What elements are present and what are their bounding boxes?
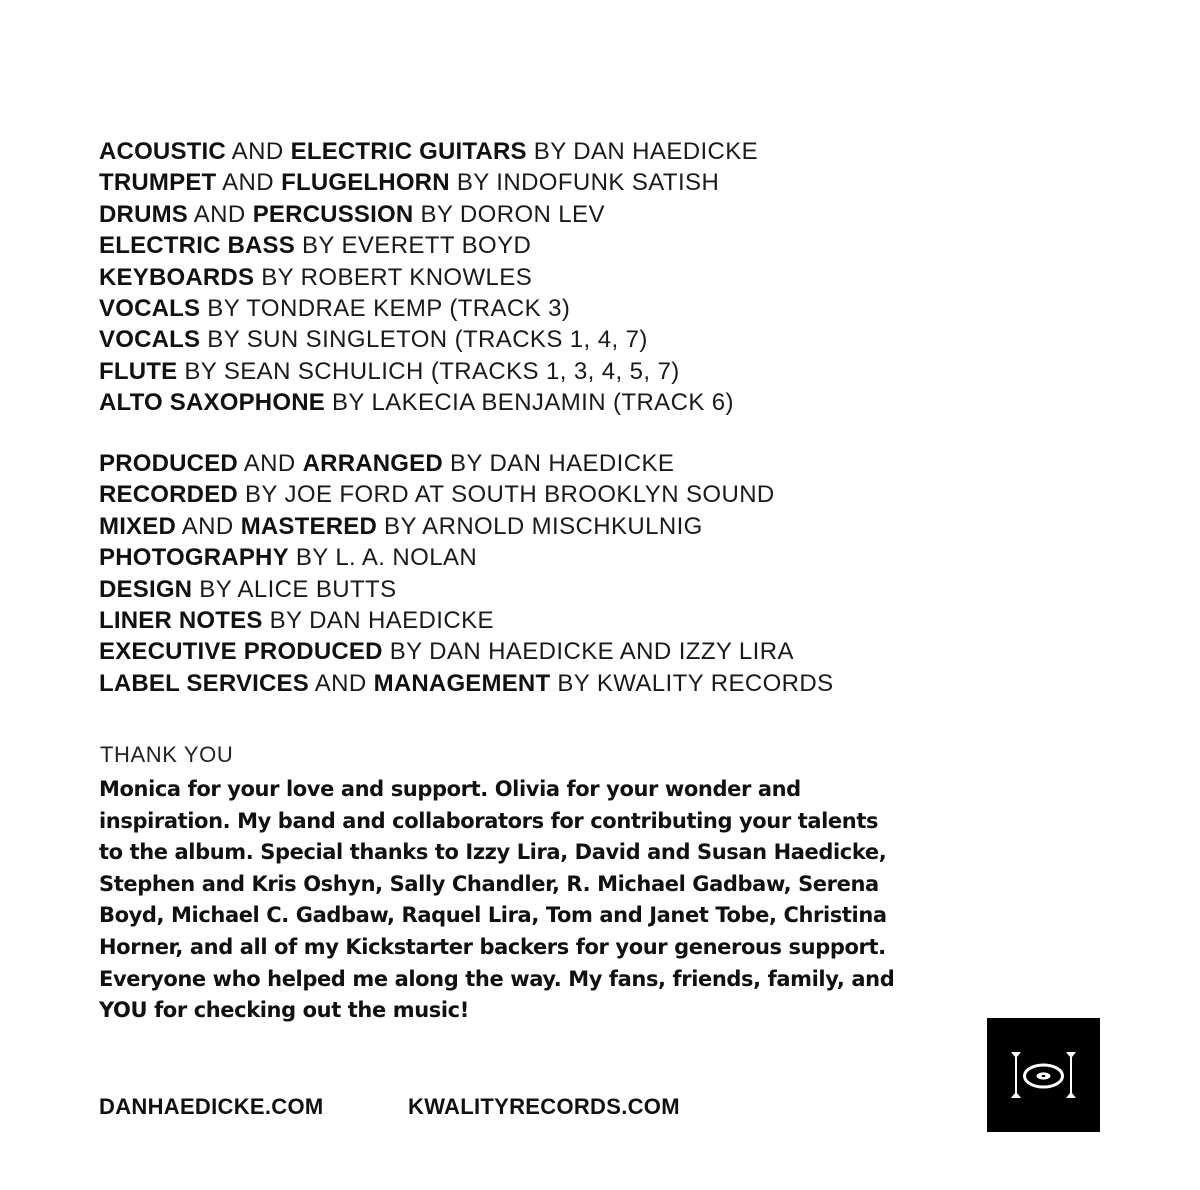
thank-you-paragraph: Monica for your love and support. Olivia for your wonder and inspiration. My band and collaborators for contributing your talents to the album. Special thanks to Izzy Lira, David and Susan Haedicke, Stephen and Kris Oshyn, Sally Chandler, R. Michael Gadbaw, Serena Boyd, Michael C. Gadbaw, Raquel Lira, Tom and Janet Tobe, Christina Horner, and all of my Kickstarter backers for your generous support. Everyone who helped me along the way. My fans, friends, family, and YOU for checking out the music! <box>99 777 895 1023</box>
production-credit-line <box>99 448 834 479</box>
credit-role: FLUGELHORN <box>281 169 450 197</box>
credit-role: VOCALS <box>99 326 201 354</box>
credit-text: BY LAKECIA BENJAMIN (TRACK 6) <box>324 389 734 417</box>
credit-role: LINER NOTES <box>99 606 263 634</box>
credit-text: BY DAN HAEDICKE <box>526 138 759 165</box>
credit-role: PERCUSSION <box>252 200 414 228</box>
credit-text: AND <box>188 200 253 228</box>
record-icon <box>987 1018 1100 1132</box>
production-credit-line <box>99 511 834 542</box>
credit-text: BY ROBERT KNOWLES <box>254 263 533 291</box>
credit-text: AND <box>308 669 374 697</box>
musician-credit-line <box>99 262 758 293</box>
credit-text: AND <box>225 138 291 165</box>
credit-role: ACOUSTIC <box>99 138 226 165</box>
credit-text: BY DAN HAEDICKE AND IZZY LIRA <box>382 638 794 666</box>
credit-text: BY JOE FORD AT SOUTH BROOKLYN SOUND <box>237 481 775 509</box>
credit-role: ARRANGED <box>302 450 443 477</box>
musician-credit-line <box>99 167 758 198</box>
musician-credit-line <box>99 387 758 418</box>
credit-text: AND <box>176 512 241 540</box>
credit-text: BY ARNOLD MISCHKULNIG <box>376 512 703 540</box>
credit-role: EXECUTIVE PRODUCED <box>99 638 383 666</box>
credit-role: DRUMS <box>99 200 188 228</box>
credit-text: AND <box>237 450 303 477</box>
credit-role: ELECTRIC BASS <box>99 232 295 260</box>
credit-text: AND <box>216 169 282 197</box>
credit-text: BY SEAN SCHULICH (TRACKS 1, 3, 4, 5, 7) <box>177 357 680 385</box>
production-credit-line <box>99 605 834 636</box>
thank-you-heading: THANK YOU <box>100 742 234 767</box>
credit-text: BY L. A. NOLAN <box>288 544 478 572</box>
credit-role: ALTO SAXOPHONE <box>99 389 325 417</box>
credit-role: DESIGN <box>99 575 193 603</box>
musician-credit-line <box>99 356 758 387</box>
production-credit-line <box>99 542 834 573</box>
production-credit-line <box>99 574 834 605</box>
kwalityrecords-link[interactable]: KWALITYRECORDS.COM <box>408 1094 680 1119</box>
credit-text: BY DAN HAEDICKE <box>442 450 675 477</box>
credit-role: MIXED <box>99 512 177 540</box>
thank-you-text <box>99 774 899 1027</box>
musician-credit-line <box>99 324 758 355</box>
credit-role: MANAGEMENT <box>373 669 551 697</box>
kwality-records-logo <box>987 1018 1100 1132</box>
musician-credit-line <box>99 293 758 324</box>
credit-text: BY TONDRAE KEMP (TRACK 3) <box>200 294 571 322</box>
credit-role: KEYBOARDS <box>99 263 255 291</box>
credit-role: TRUMPET <box>99 169 217 197</box>
credit-text: BY EVERETT BOYD <box>294 232 532 260</box>
credit-role: RECORDED <box>99 481 238 509</box>
musician-credit-line <box>99 230 758 261</box>
musician-credits <box>99 136 758 419</box>
credit-role: LABEL SERVICES <box>99 669 309 697</box>
credit-text: BY INDOFUNK SATISH <box>449 169 720 197</box>
credit-text: BY ALICE BUTTS <box>192 575 397 603</box>
credit-text: BY SUN SINGLETON (TRACKS 1, 4, 7) <box>200 326 648 354</box>
production-credit-line <box>99 668 834 699</box>
production-credits <box>99 448 834 699</box>
credit-role: ELECTRIC GUITARS <box>290 138 527 165</box>
musician-credit-line <box>99 199 758 230</box>
credit-text: BY DORON LEV <box>413 200 605 228</box>
credit-role: PHOTOGRAPHY <box>99 544 289 572</box>
credit-text: BY DAN HAEDICKE <box>262 606 494 634</box>
danhaedicke-link[interactable]: DANHAEDICKE.COM <box>99 1094 324 1119</box>
production-credit-line <box>99 479 834 510</box>
credit-role: VOCALS <box>99 294 201 322</box>
credit-role: PRODUCED <box>99 450 238 477</box>
musician-credit-line <box>99 136 758 167</box>
production-credit-line <box>99 636 834 667</box>
credit-role: MASTERED <box>240 512 377 540</box>
credit-text: BY KWALITY RECORDS <box>550 669 834 697</box>
credit-role: FLUTE <box>99 357 178 385</box>
